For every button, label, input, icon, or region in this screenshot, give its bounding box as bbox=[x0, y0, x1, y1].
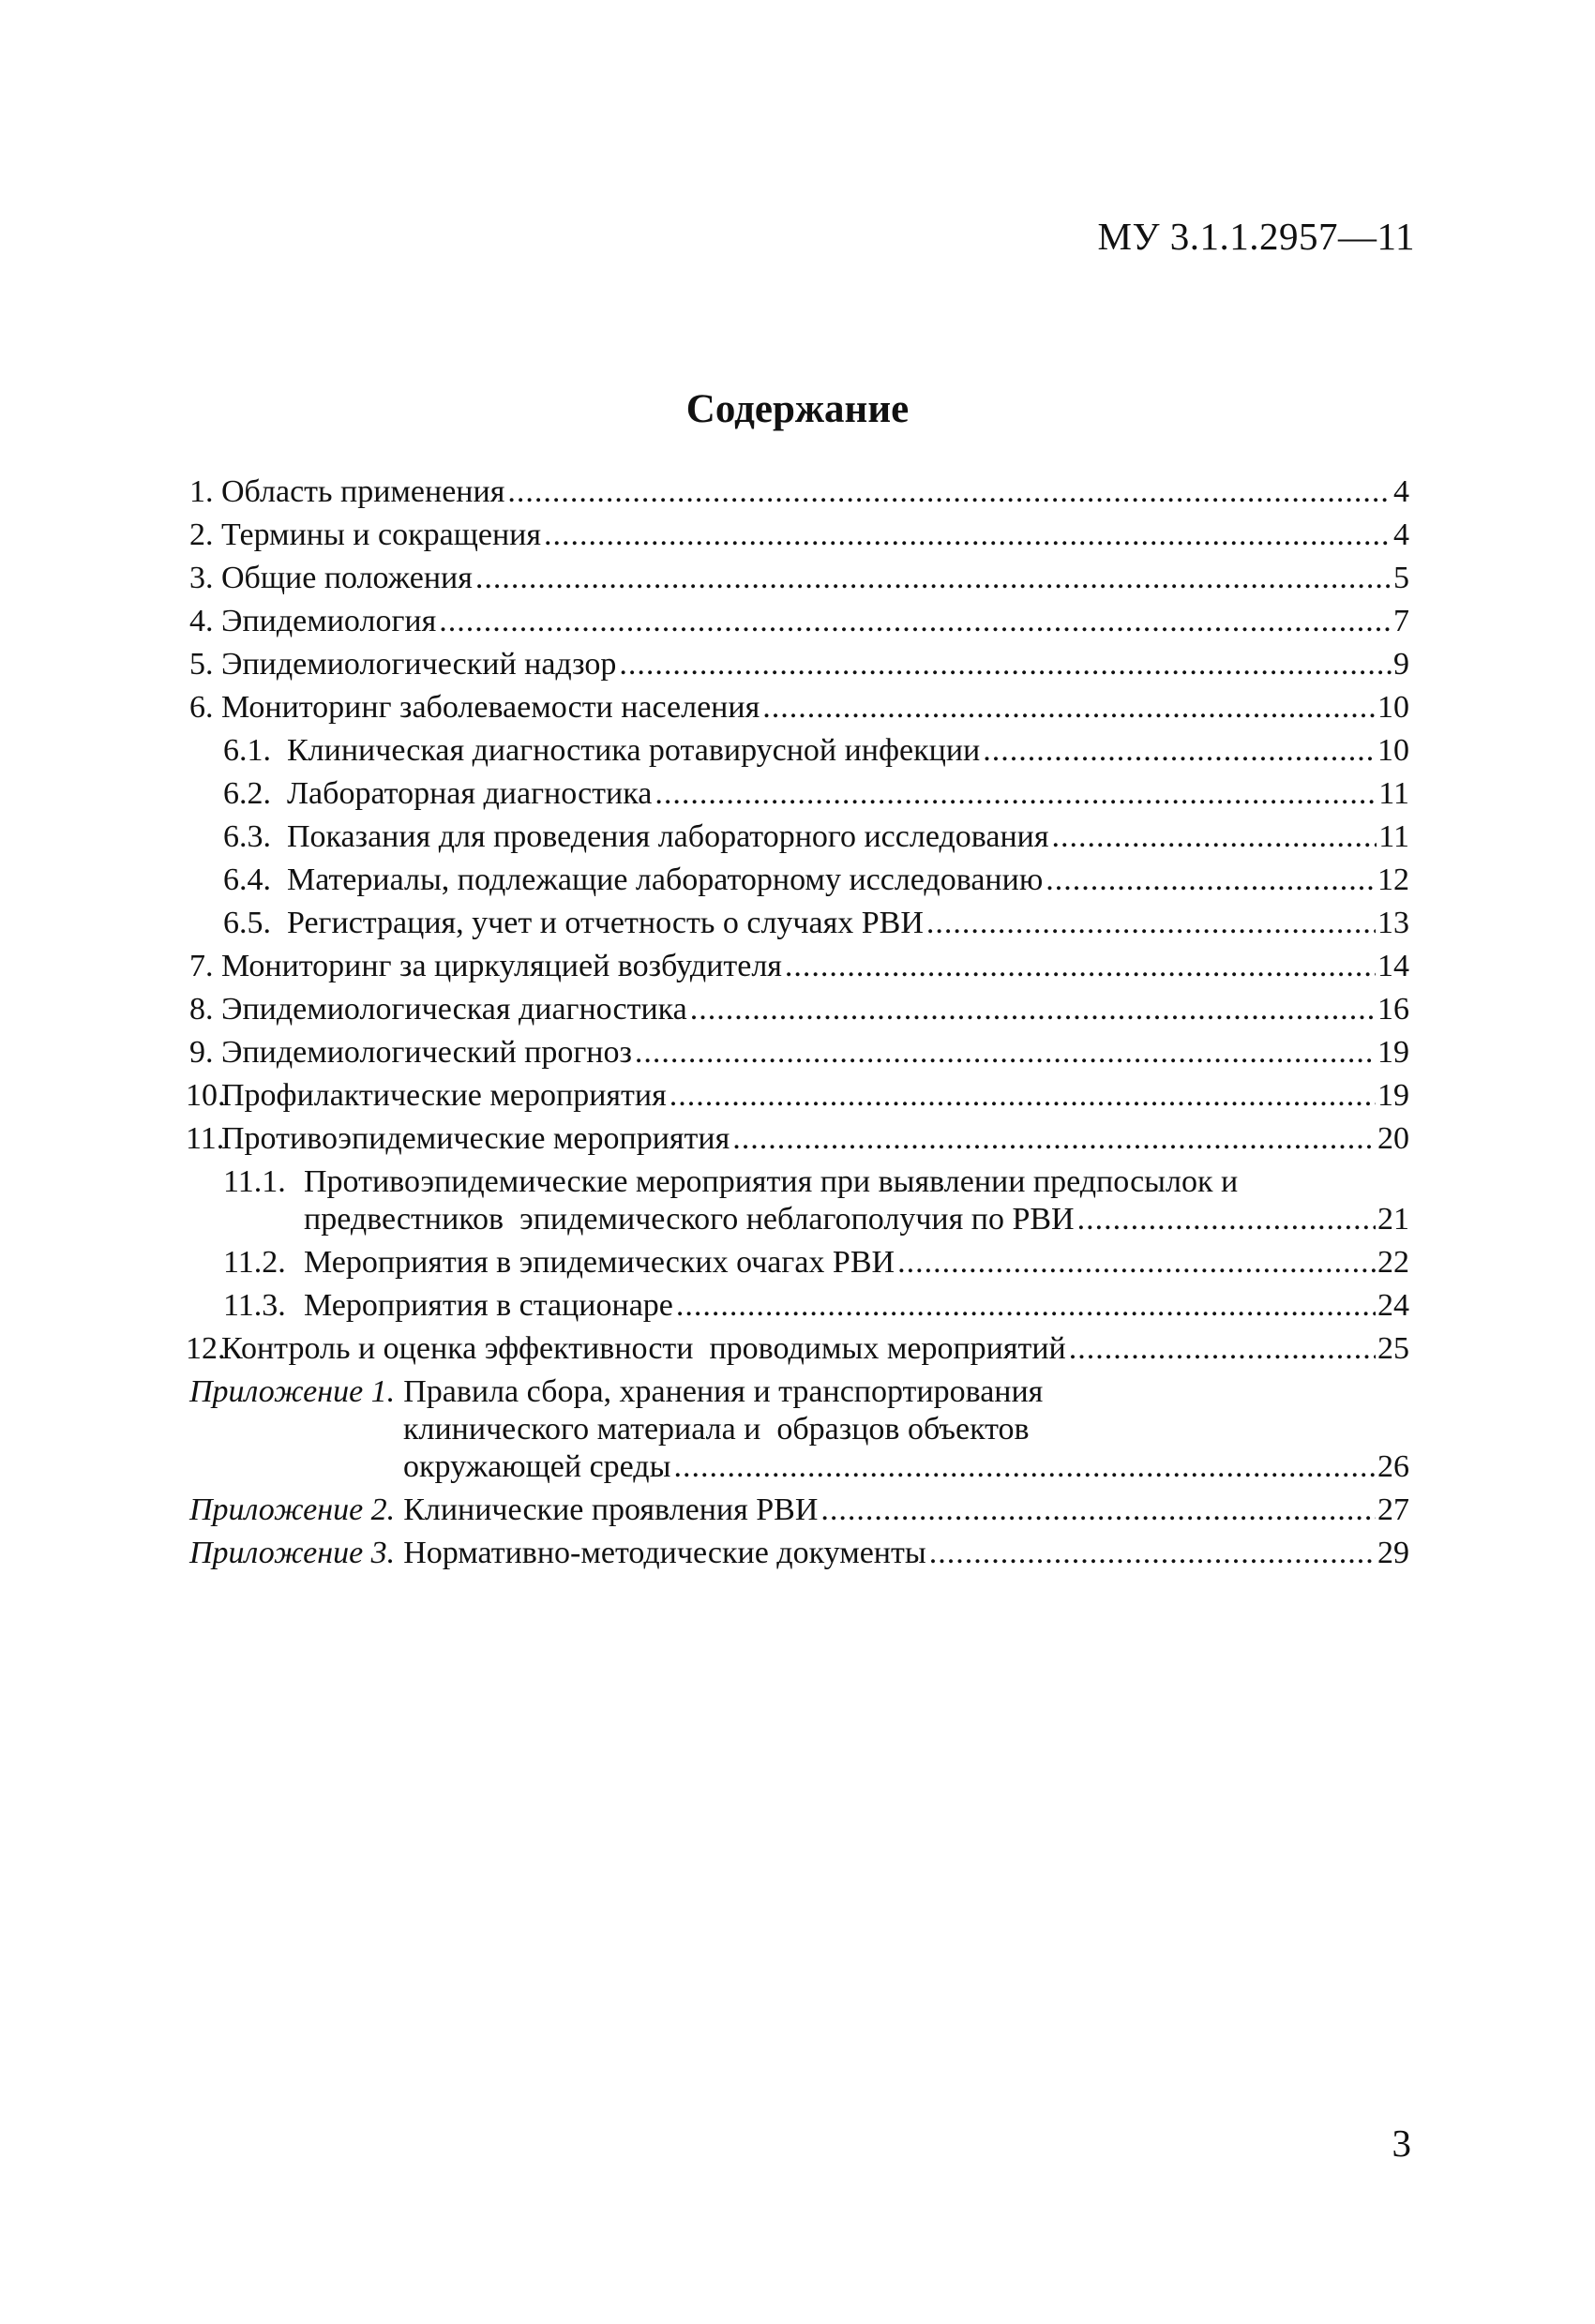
toc-entry[interactable] bbox=[186, 1327, 1409, 1371]
toc-entry-title: Профилактические мероприятия bbox=[221, 1078, 667, 1113]
dot-leader bbox=[820, 1489, 1376, 1532]
toc-entry-number: 6.3. bbox=[223, 819, 271, 854]
toc-entry-page: 25 bbox=[1377, 1331, 1409, 1366]
toc-entry-page: 5 bbox=[1393, 561, 1409, 595]
dot-leader bbox=[635, 1031, 1376, 1074]
toc-entry-number: 9. bbox=[189, 1035, 214, 1070]
toc-entry-number: 8. bbox=[189, 992, 214, 1027]
dot-leader bbox=[670, 1074, 1376, 1117]
toc-entry-number: 11. bbox=[186, 1121, 225, 1156]
toc-entry-page: 7 bbox=[1393, 604, 1409, 638]
toc-subentry[interactable] bbox=[189, 1284, 1409, 1327]
appendix-label: Приложение 1. bbox=[189, 1374, 396, 1409]
toc-entry-page: 12 bbox=[1377, 862, 1409, 897]
dot-leader bbox=[676, 1284, 1376, 1327]
toc-entry-page: 24 bbox=[1377, 1288, 1409, 1323]
toc-entry-number: 11.2. bbox=[223, 1245, 286, 1280]
toc-entry-title: Эпидемиология bbox=[221, 604, 437, 638]
toc-entry-title: Противоэпидемические мероприятия bbox=[221, 1121, 730, 1156]
toc-entry-page: 10 bbox=[1377, 733, 1409, 768]
toc-entry-number: 3. bbox=[189, 561, 214, 595]
toc-entry-page: 11 bbox=[1378, 776, 1409, 811]
toc-entry-title: Клиническая диагностика ротавирусной инфекции bbox=[287, 733, 981, 768]
toc-entry-title: Эпидемиологический прогноз bbox=[221, 1035, 632, 1070]
toc-entry-title: Мероприятия в эпидемических очагах РВИ bbox=[304, 1245, 895, 1280]
toc-entry-page: 4 bbox=[1393, 517, 1409, 552]
toc-appendix-entry[interactable] bbox=[189, 1532, 1409, 1575]
toc-entry-title: Показания для проведения лабораторного исследования bbox=[287, 819, 1049, 854]
dot-leader bbox=[1046, 859, 1376, 902]
toc-entry-title: Мероприятия в стационаре bbox=[304, 1288, 673, 1323]
toc-entry-title: Регистрация, учет и отчетность о случаях РВИ bbox=[287, 906, 924, 940]
toc-entry-number: 7. bbox=[189, 949, 214, 983]
dot-leader bbox=[785, 945, 1376, 988]
toc-entry-number: 5. bbox=[189, 647, 214, 682]
dot-leader bbox=[1052, 816, 1377, 859]
dot-leader bbox=[1077, 1198, 1376, 1241]
toc-entry[interactable] bbox=[186, 1074, 1409, 1117]
toc-entry-title-line: Правила сбора, хранения и транспортирования bbox=[403, 1374, 1044, 1409]
toc-entry-page: 27 bbox=[1377, 1492, 1409, 1527]
toc-entry-page: 20 bbox=[1377, 1121, 1409, 1156]
toc-entry-page: 14 bbox=[1377, 949, 1409, 983]
toc-entry-page: 10 bbox=[1377, 690, 1409, 725]
toc-entry-title: Материалы, подлежащие лабораторному исследованию bbox=[287, 862, 1044, 897]
dot-leader bbox=[439, 600, 1392, 643]
toc-entry-number: 1. bbox=[189, 474, 214, 509]
toc-entry-number: 6.5. bbox=[223, 906, 271, 940]
dot-leader bbox=[1069, 1327, 1376, 1371]
dot-leader bbox=[673, 1446, 1376, 1489]
appendix-label: Приложение 2. bbox=[189, 1492, 396, 1527]
toc-entry-page: 19 bbox=[1377, 1035, 1409, 1070]
document-code: МУ 3.1.1.2957—11 bbox=[1097, 215, 1415, 258]
dot-leader bbox=[897, 1241, 1376, 1284]
toc-entry-title: Мониторинг заболеваемости населения bbox=[221, 690, 760, 725]
toc-subentry[interactable] bbox=[189, 772, 1409, 816]
page-number: 3 bbox=[1392, 2122, 1411, 2165]
toc-subentry[interactable] bbox=[189, 816, 1409, 859]
toc-entry-page: 29 bbox=[1377, 1536, 1409, 1570]
toc-entry[interactable] bbox=[189, 514, 1409, 557]
dot-leader bbox=[690, 988, 1376, 1031]
toc-entry-page: 13 bbox=[1377, 906, 1409, 940]
dot-leader bbox=[507, 471, 1392, 514]
toc-entry-page: 4 bbox=[1393, 474, 1409, 509]
dot-leader bbox=[475, 557, 1392, 600]
toc-entry-title-line: предвестников эпидемического неблагополучия по РВИ bbox=[304, 1202, 1075, 1237]
toc-entry[interactable] bbox=[189, 557, 1409, 600]
toc-entry-number: 10. bbox=[186, 1078, 226, 1113]
toc-entry[interactable] bbox=[189, 1031, 1409, 1074]
toc-entry-number: 4. bbox=[189, 604, 214, 638]
toc-entry-number: 6. bbox=[189, 690, 214, 725]
toc-entry-title: Эпидемиологическая диагностика bbox=[221, 992, 687, 1027]
dot-leader bbox=[619, 643, 1392, 686]
dot-leader bbox=[983, 729, 1376, 772]
toc-entry-number: 2. bbox=[189, 517, 214, 552]
dot-leader bbox=[926, 902, 1376, 945]
toc-entry-title-line: окружающей среды bbox=[403, 1449, 671, 1484]
toc-entry-title: Эпидемиологический надзор bbox=[221, 647, 617, 682]
toc-entry[interactable] bbox=[189, 945, 1409, 988]
dot-leader bbox=[929, 1532, 1376, 1575]
toc-entry-title-line: клинического материала и образцов объектов bbox=[403, 1412, 1030, 1447]
toc-entry-title: Мониторинг за циркуляцией возбудителя bbox=[221, 949, 782, 983]
toc-appendix-entry[interactable] bbox=[189, 1489, 1409, 1532]
dot-leader bbox=[762, 686, 1376, 729]
toc-entry-title: Общие положения bbox=[221, 561, 473, 595]
toc-entry-page: 21 bbox=[1377, 1202, 1409, 1237]
toc-entry-page: 11 bbox=[1378, 819, 1409, 854]
dot-leader bbox=[732, 1117, 1376, 1161]
toc-entry-number: 6.2. bbox=[223, 776, 271, 811]
toc-entry-page: 22 bbox=[1377, 1245, 1409, 1280]
toc-entry[interactable] bbox=[189, 643, 1409, 686]
toc-entry-number: 6.1. bbox=[223, 733, 271, 768]
toc-entry-number: 11.1. bbox=[223, 1164, 286, 1199]
toc-entry-page: 9 bbox=[1393, 647, 1409, 682]
toc-entry-title: Термины и сокращения bbox=[221, 517, 541, 552]
toc-subentry[interactable] bbox=[189, 1241, 1409, 1284]
toc-entry[interactable] bbox=[186, 1117, 1409, 1161]
toc-title: Содержание bbox=[685, 387, 910, 431]
dot-leader bbox=[655, 772, 1377, 816]
toc-entry-title: Нормативно-методические документы bbox=[403, 1536, 926, 1570]
toc-entry[interactable] bbox=[189, 471, 1409, 514]
dot-leader bbox=[544, 514, 1392, 557]
toc-subentry[interactable] bbox=[189, 859, 1409, 902]
toc-entry-title-line: Противоэпидемические мероприятия при выявлении предпосылок и bbox=[304, 1164, 1239, 1199]
toc-subentry[interactable] bbox=[189, 902, 1409, 945]
toc-entry-number: 6.4. bbox=[223, 862, 271, 897]
toc-entry[interactable] bbox=[189, 686, 1409, 729]
toc-entry-page: 26 bbox=[1377, 1449, 1409, 1484]
toc-entry-title: Лабораторная диагностика bbox=[287, 776, 653, 811]
table-of-contents bbox=[186, 471, 1409, 1575]
toc-entry-title: Область применения bbox=[221, 474, 505, 509]
toc-subentry[interactable] bbox=[189, 729, 1409, 772]
toc-entry-title: Клинические проявления РВИ bbox=[403, 1492, 819, 1527]
toc-subentry[interactable] bbox=[189, 1161, 1409, 1241]
toc-entry-page: 19 bbox=[1377, 1078, 1409, 1113]
toc-entry-number: 11.3. bbox=[223, 1288, 286, 1323]
toc-appendix-entry[interactable] bbox=[189, 1371, 1409, 1489]
toc-entry[interactable] bbox=[189, 600, 1409, 643]
toc-entry-title: Контроль и оценка эффективности проводимых мероприятий bbox=[221, 1331, 1066, 1366]
toc-entry[interactable] bbox=[189, 988, 1409, 1031]
toc-entry-number: 12. bbox=[186, 1331, 226, 1366]
appendix-label: Приложение 3. bbox=[189, 1536, 396, 1570]
toc-entry-page: 16 bbox=[1377, 992, 1409, 1027]
